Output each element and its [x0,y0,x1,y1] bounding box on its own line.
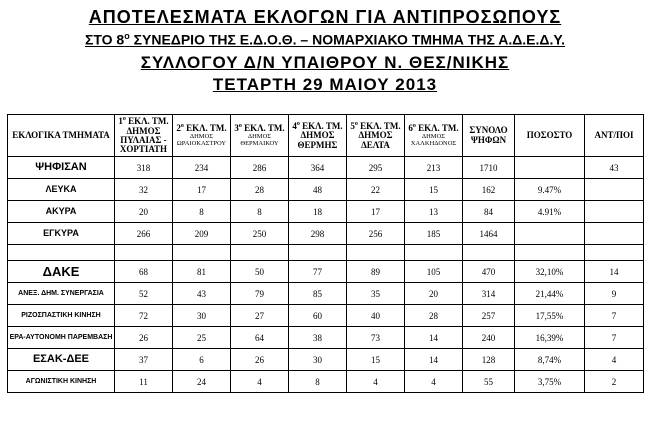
table-cell: 30 [289,349,347,371]
header-row [8,115,644,157]
column-header: ΠΟΣΟΣΤΟ [515,115,585,157]
table-cell: 4 [405,371,463,393]
empty-cell [8,245,115,261]
table-cell: 68 [115,261,173,283]
table-cell: 25 [173,327,231,349]
table-cell: 266 [115,223,173,245]
row-label: ΑΓΩΝΙΣΤΙΚΗ ΚΙΝΗΣΗ [8,371,115,393]
table-row [8,157,644,179]
table-cell: 7 [585,305,644,327]
table-cell: 298 [289,223,347,245]
table-cell: 15 [405,179,463,201]
table-cell: 128 [463,349,515,371]
row-label: ΑΚΥΡΑ [8,201,115,223]
table-cell: 470 [463,261,515,283]
table-row [8,201,644,223]
table-cell: 72 [115,305,173,327]
empty-cell [463,245,515,261]
table-cell: 35 [347,283,405,305]
table-cell: 30 [173,305,231,327]
table-cell: 17,55% [515,305,585,327]
table-cell: 26 [231,349,289,371]
table-cell: 7 [585,327,644,349]
table-row [8,179,644,201]
table-cell: 17 [173,179,231,201]
table-cell: 73 [347,327,405,349]
column-header: $6^o$ ΕΚΛ. ΤΜ. ΔΗΜΟΣ ΧΑΛΚΗΔΟΝΟΣ [405,115,463,157]
table-cell: 48 [289,179,347,201]
table-cell: 18 [289,201,347,223]
table-cell: 4 [231,371,289,393]
column-header: $3^o$ ΕΚΛ. ΤΜ. ΔΗΜΟΣ ΘΕΡΜΑΙΚΟΥ [231,115,289,157]
table-cell [585,223,644,245]
column-header: ΑΝΤ/ΠΟΙ [585,115,644,157]
table-cell: 17 [347,201,405,223]
empty-cell [347,245,405,261]
table-cell: 28 [405,305,463,327]
table-cell: 4 [347,371,405,393]
table-cell: 77 [289,261,347,283]
empty-cell [405,245,463,261]
table-cell: 27 [231,305,289,327]
table-cell: 64 [231,327,289,349]
table-cell: 250 [231,223,289,245]
table-cell: 1710 [463,157,515,179]
empty-cell [173,245,231,261]
column-header: $5^o$ ΕΚΛ. ΤΜ. ΔΗΜΟΣ ΔΕΛΤΑ [347,115,405,157]
table-cell [585,201,644,223]
row-label: ΕΓΚΥΡΑ [8,223,115,245]
column-header: $1^o$ ΕΚΛ. ΤΜ. ΔΗΜΟΣ ΠΥΛΑΙΑΣ - ΧΟΡΤΙΑΤΗ [115,115,173,157]
spacer-row [8,245,644,261]
row-label: ΨΗΦΙΣΑΝ [8,157,115,179]
table-cell: 8,74% [515,349,585,371]
empty-cell [115,245,173,261]
table-row [8,371,644,393]
title-line-1: ΑΠΟΤΕΛΕΣΜΑΤΑ ΕΚΛΟΓΩΝ ΓΙΑ ΑΝΤΙΠΡΟΣΩΠΟΥΣ [88,7,562,27]
table-cell: 14 [405,349,463,371]
empty-cell [231,245,289,261]
table-cell: 28 [231,179,289,201]
table-cell: 256 [347,223,405,245]
table-cell: 162 [463,179,515,201]
column-header: ΣΥΝΟΛΟ ΨΗΦΩΝ [463,115,515,157]
table-cell: 55 [463,371,515,393]
row-label: ΕΡΑ-ΑΥΤΟΝΟΜΗ ΠΑΡΕΜΒΑΣΗ [8,327,115,349]
empty-cell [515,245,585,261]
table-cell: 240 [463,327,515,349]
table-row [8,261,644,283]
table-row [8,223,644,245]
table-cell: 38 [289,327,347,349]
table-cell: 9 [585,283,644,305]
row-label: ΔΑΚΕ [8,261,115,283]
table-row [8,349,644,371]
table-cell: 1464 [463,223,515,245]
table-cell [515,157,585,179]
table-cell: 50 [231,261,289,283]
row-label: ΡΙΖΟΣΠΑΣΤΙΚΗ ΚΙΝΗΣΗ [8,305,115,327]
table-cell: 14 [405,327,463,349]
row-label: ΕΣΑΚ-ΔΕΕ [8,349,115,371]
table-cell: 8 [289,371,347,393]
empty-cell [585,245,644,261]
table-cell: 16,39% [515,327,585,349]
table-cell: 32 [115,179,173,201]
title-line-3: ΣΥΛΛΟΓΟΥ Δ/Ν ΥΠΑΙΘΡΟΥ Ν. ΘΕΣ/ΝΙΚΗΣ [140,53,510,72]
table-cell: 20 [115,201,173,223]
table-cell: 84 [463,201,515,223]
table-cell: 105 [405,261,463,283]
table-cell: 20 [405,283,463,305]
column-header: $4^o$ ΕΚΛ. ΤΜ. ΔΗΜΟΣ ΘΕΡΜΗΣ [289,115,347,157]
table-cell: 32,10% [515,261,585,283]
table-cell: 209 [173,223,231,245]
title-line-4: ΤΕΤΑΡΤΗ 29 ΜΑΙΟΥ 2013 [212,75,438,94]
table-cell: 15 [347,349,405,371]
table-cell: 60 [289,305,347,327]
table-cell: 40 [347,305,405,327]
table-cell: 14 [585,261,644,283]
table-cell: 213 [405,157,463,179]
table-cell: 24 [173,371,231,393]
table-cell: 11 [115,371,173,393]
table-cell: 26 [115,327,173,349]
table-cell: 364 [289,157,347,179]
row-label: ΑΝΕΞ. ΔΗΜ. ΣΥΝΕΡΓΑΣΙΑ [8,283,115,305]
table-cell: 43 [173,283,231,305]
column-header: $2^o$ ΕΚΛ. ΤΜ. ΔΗΜΟΣ ΩΡΑΙΟΚΑΣΤΡΟΥ [173,115,231,157]
table-cell: 4 [585,349,644,371]
table-cell: 8 [173,201,231,223]
table-cell: 43 [585,157,644,179]
table-cell: 79 [231,283,289,305]
table-cell: 286 [231,157,289,179]
table-cell: 37 [115,349,173,371]
table-row [8,305,644,327]
table-cell: 318 [115,157,173,179]
empty-cell [289,245,347,261]
table-cell: 314 [463,283,515,305]
table-row [8,327,644,349]
table-cell: 185 [405,223,463,245]
table-cell: 9.47% [515,179,585,201]
table-cell: 257 [463,305,515,327]
table-cell: 8 [231,201,289,223]
table-cell: 22 [347,179,405,201]
table-cell: 2 [585,371,644,393]
table-cell: 13 [405,201,463,223]
table-cell: 3,75% [515,371,585,393]
table-cell: 21,44% [515,283,585,305]
table-cell: 234 [173,157,231,179]
table-cell: 6 [173,349,231,371]
table-cell: 81 [173,261,231,283]
results-table [7,114,644,393]
table-cell: 52 [115,283,173,305]
table-cell: 295 [347,157,405,179]
table-cell [515,223,585,245]
title-line-2: ΣΤΟ $8^o$ ΣΥΝΕΔΡΙΟ ΤΗΣ Ε.Δ.Ο.Θ. – ΝΟΜΑΡΧΙΑΚΟ ΤΜΗΜΑ ΤΗΣ Α.Δ.Ε.Δ.Υ. [84,31,566,48]
table-cell: 85 [289,283,347,305]
table-cell [585,179,644,201]
table-cell: 89 [347,261,405,283]
column-header: ΕΚΛΟΓΙΚΑ ΤΜΗΜΑΤΑ [8,115,115,157]
table-row [8,283,644,305]
table-cell: 4.91% [515,201,585,223]
row-label: ΛΕΥΚΑ [8,179,115,201]
